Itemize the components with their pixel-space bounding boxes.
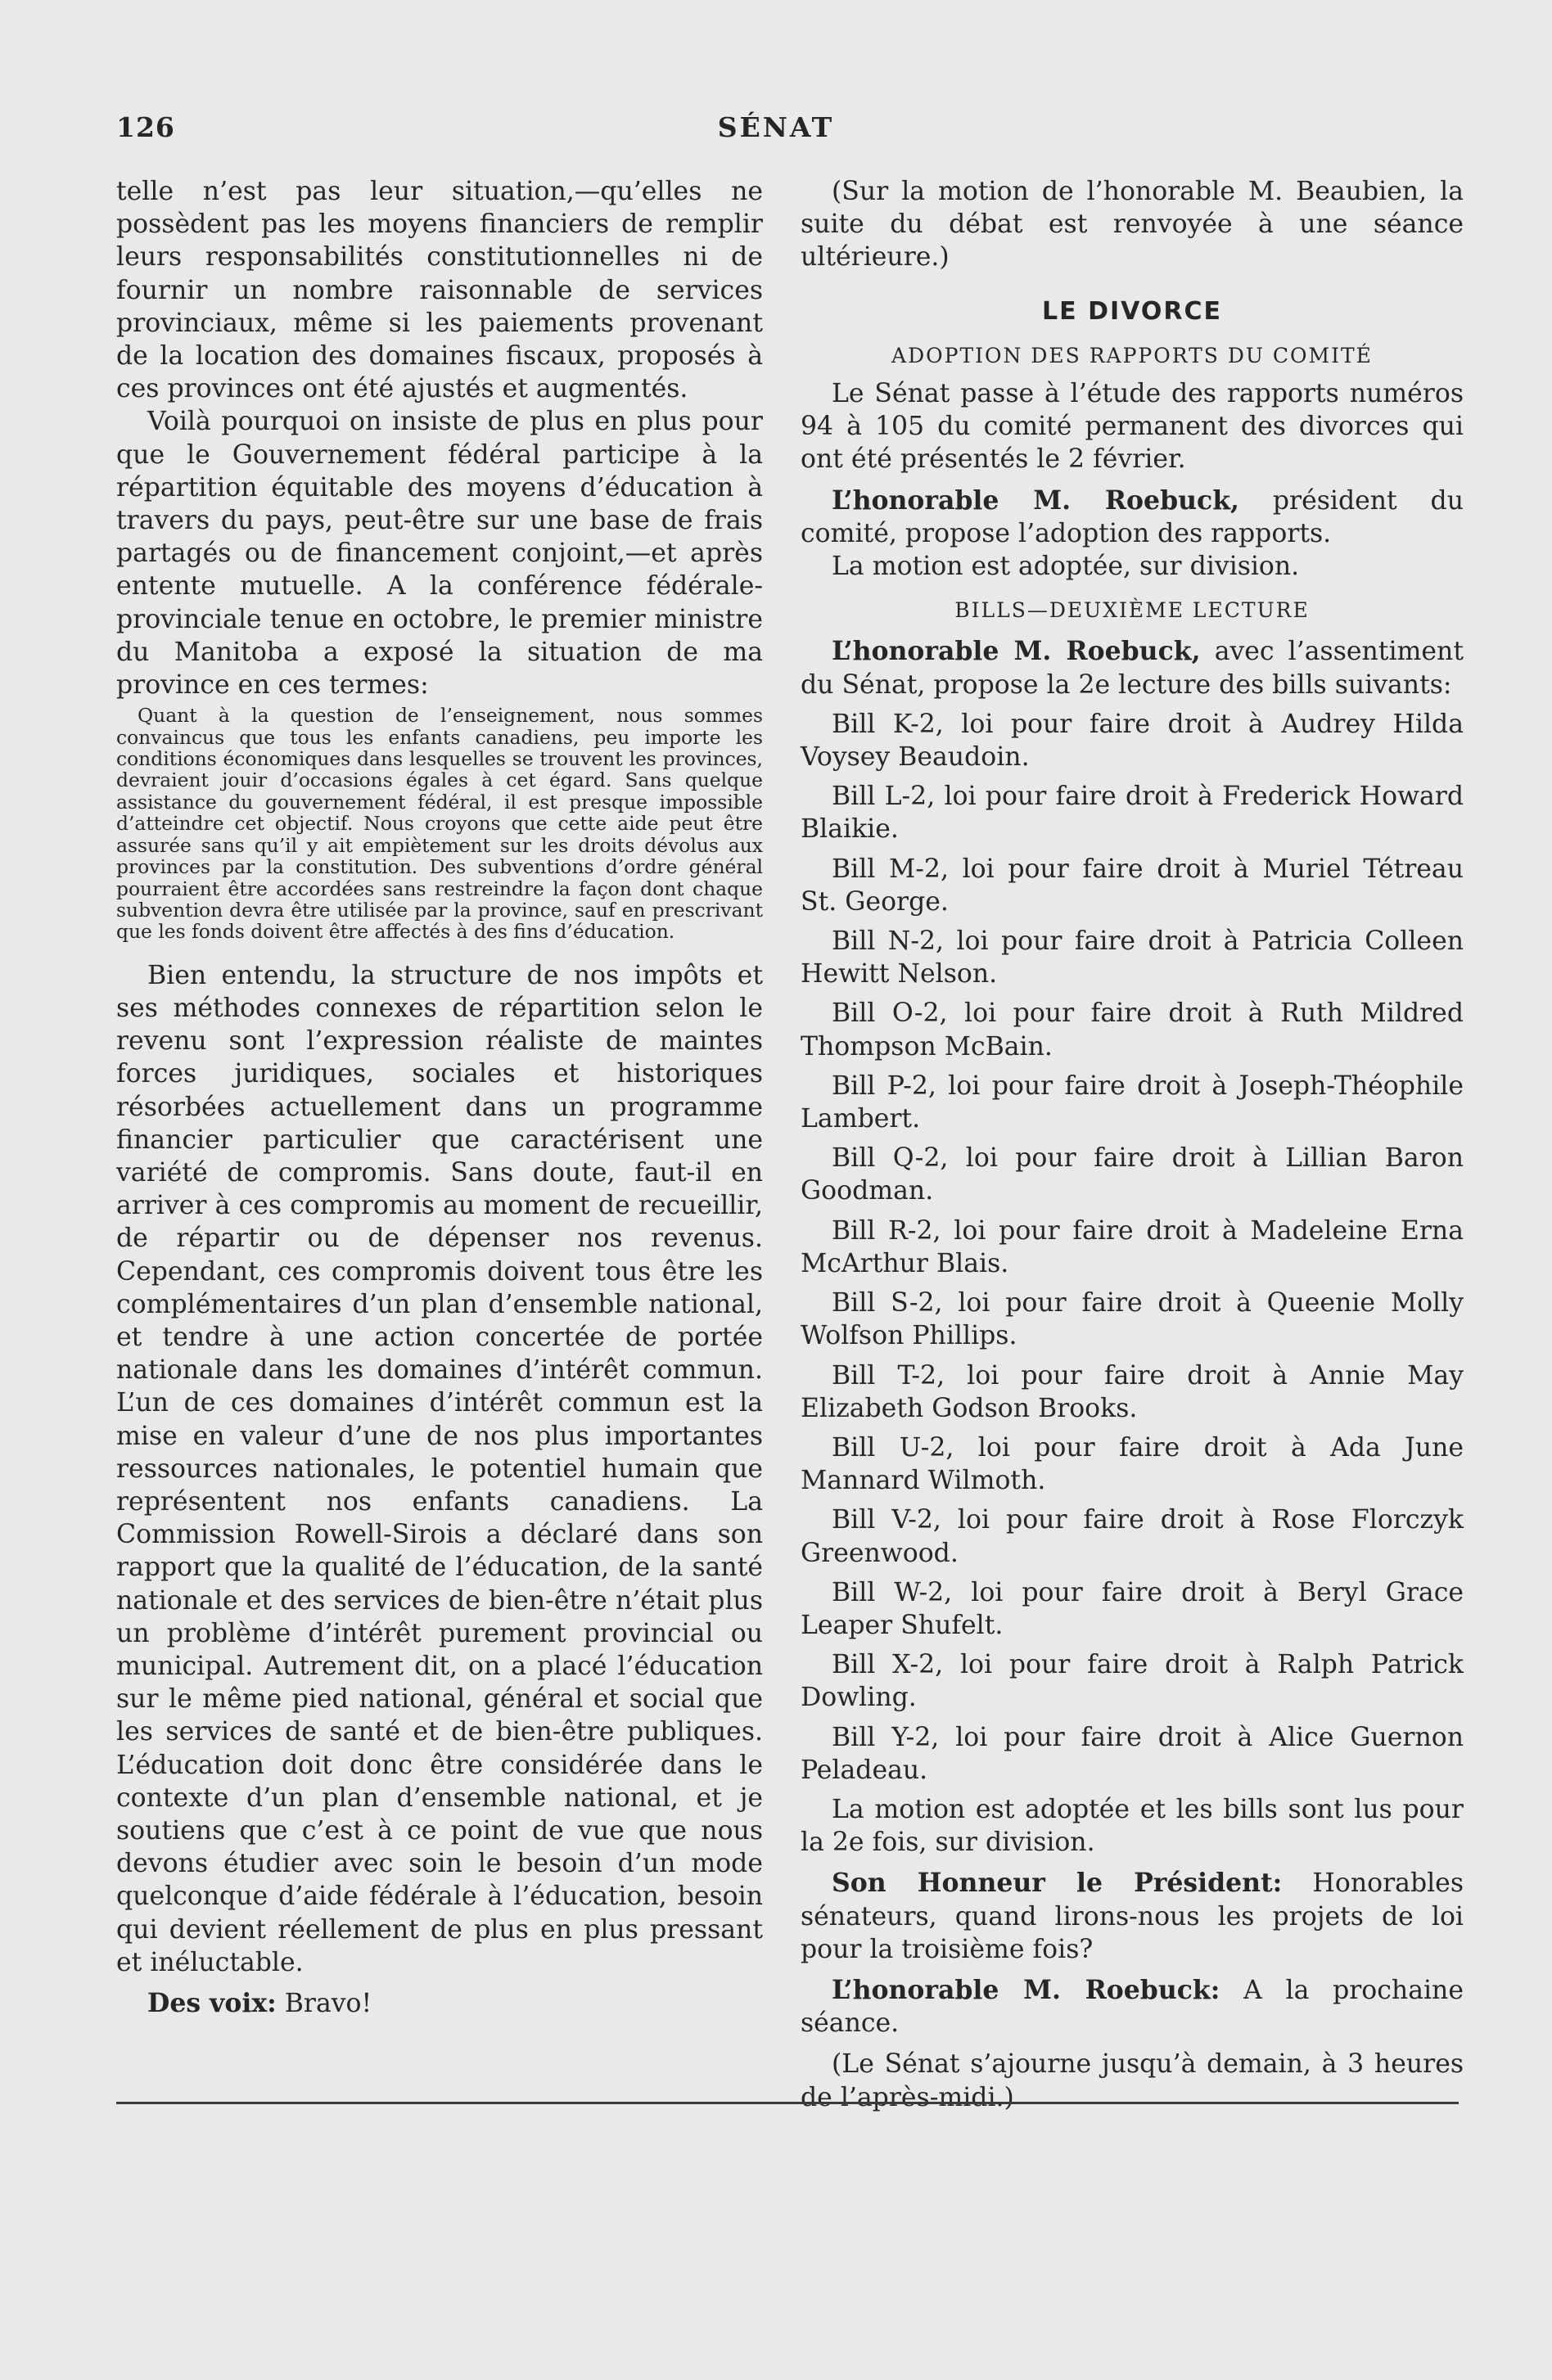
bill-item: Bill Q-2, loi pour faire droit à Lillian Baron Goodman. — [801, 1143, 1464, 1206]
left-column — [116, 175, 763, 2020]
paragraph: Le Sénat passe à l’étude des rapports numéros 94 à 105 du comité permanent des divorces qui ont été présentés le 2 février. — [801, 379, 1464, 475]
speech-text: A la prochaine séance. — [801, 1975, 1464, 2039]
bill-item: Bill U-2, loi pour faire droit à Ada June Mannard Wilmoth. — [801, 1432, 1464, 1496]
bill-item: Bill P-2, loi pour faire droit à Joseph-Théophile Lambert. — [801, 1071, 1464, 1134]
bill-item: Bill X-2, loi pour faire droit à Ralph Patrick Dowling. — [801, 1650, 1464, 1713]
section-subheading: ADOPTION DES RAPPORTS DU COMITÉ — [891, 343, 1373, 367]
speech-text: président du comité, propose l’adoption des rapports. — [801, 485, 1464, 548]
speaker-name: L’honorable M. Roebuck, — [832, 485, 1239, 516]
speaker-paragraph — [801, 1867, 1464, 1966]
bill-item: Bill V-2, loi pour faire droit à Rose Florczyk Greenwood. — [801, 1505, 1464, 1568]
paragraph: (Sur la motion de l’honorable M. Beaubien, la suite du débat est renvoyée à une séance ultérieure.) — [801, 177, 1464, 273]
running-head: SÉNAT — [717, 111, 835, 143]
bill-item: Bill S-2, loi pour faire droit à Queenie Molly Wolfson Phillips. — [801, 1288, 1464, 1351]
speaker-paragraph — [116, 1987, 763, 2020]
bill-item: Bill L-2, loi pour faire droit à Frederick Howard Blaikie. — [801, 782, 1464, 845]
bill-list — [801, 708, 1464, 1787]
paragraph: Voilà pourquoi on insiste de plus en plus pour que le Gouvernement fédéral participe à la répartition équitable des moyens d’éducation à travers du pays, peut-être sur une base de frais partagés ou de financement conjoint,—et après entente mutuelle. A la conférence fédérale-provinciale tenue en octobre, le premier ministre du Manitoba a exposé la situation de ma province en ces termes: — [116, 407, 763, 701]
bottom-rule — [116, 2102, 1459, 2104]
speaker-paragraph — [801, 635, 1464, 701]
speaker-name: Son Honneur le Président: — [832, 1868, 1283, 1899]
bill-item: Bill O-2, loi pour faire droit à Ruth Mildred Thompson McBain. — [801, 998, 1464, 1062]
section-subheading: BILLS—DEUXIÈME LECTURE — [954, 598, 1310, 623]
paragraph: (Le Sénat s’ajourne jusqu’à demain, à 3 heures de l’après-midi.) — [801, 2049, 1464, 2112]
bill-item: Bill R-2, loi pour faire droit à Madeleine Erna McArthur Blais. — [801, 1215, 1464, 1278]
bill-item: Bill M-2, loi pour faire droit à Muriel Tétreau St. George. — [801, 854, 1464, 917]
speaker-name: Des voix: — [147, 1988, 277, 2019]
speaker-paragraph — [801, 485, 1464, 550]
bill-item: Bill W-2, loi pour faire droit à Beryl Grace Leaper Shufelt. — [801, 1577, 1464, 1640]
bill-item: Bill Y-2, loi pour faire droit à Alice Guernon Peladeau. — [801, 1722, 1464, 1785]
speaker-name: L’honorable M. Roebuck, — [832, 636, 1201, 667]
bill-item: Bill T-2, loi pour faire droit à Annie May Elizabeth Godson Brooks. — [801, 1360, 1464, 1423]
paragraph: telle n’est pas leur situation,—qu’elles ne possèdent pas les moyens financiers de remplir leurs responsabilités constitutionnelles ni de fournir un nombre raisonnable de services provinciaux, même si les paiements provenant de la location des domaines fiscaux, proposés à ces provinces ont été ajustés et augmentés. — [116, 177, 763, 404]
bill-item: Bill K-2, loi pour faire droit à Audrey Hilda Voysey Beaudoin. — [801, 709, 1464, 773]
speaker-paragraph — [801, 1974, 1464, 2040]
block-quote: Quant à la question de l’enseignement, nous sommes convaincus que tous les enfants canadiens, peu importe les conditions économiques dans lesquelles se trouvent les provinces, devraient jouir d’occasions égales à cet égard. Sans quelque assistance du gouvernement fédéral, il est presque impossible d’atteindre cet objectif. Nous croyons que cette aide peut être assurée sans qu’il y ait empiètement sur les droits dévolus aux provinces par la constitution. Des subventions d’ordre général pourraient être accordées sans restreindre la façon dont chaque subvention devra être utilisée par la province, sauf en prescrivant que les fonds doivent être affectés à des fins d’éducation. — [116, 704, 763, 944]
speech-text: Honorables sénateurs, quand lirons-nous les projets de loi pour la troisième fois? — [801, 1868, 1464, 1964]
paragraph: La motion est adoptée, sur division. — [832, 552, 1300, 582]
paragraph: La motion est adoptée et les bills sont lus pour la 2e fois, sur division. — [801, 1794, 1464, 1858]
speaker-name: L’honorable M. Roebuck: — [832, 1974, 1220, 2005]
speech-text: avec l’assentiment du Sénat, propose la 2e lecture des bills suivants: — [801, 637, 1464, 700]
paragraph: Bien entendu, la structure de nos impôts et ses méthodes connexes de répartition selon le revenu sont l’expression réaliste de maintes forces juridiques, sociales et historiques résorbées actuellement dans un programme financier particulier que caractérisent une variété de compromis. Sans doute, faut-il en arriver à ces compromis au moment de recueillir, de répartir ou de dépenser nos revenus. Cependant, ces compromis doivent tous être les complémentaires d’un plan d’ensemble national, et tendre à une action concertée de portée nationale dans les domaines d’intérêt commun. L’un de ces domaines d’intérêt commun est la mise en valeur d’une de nos plus importantes ressources nationales, le potentiel humain que représentent nos enfants canadiens. La Commission Rowell-Sirois a déclaré dans son rapport que la qualité de l’éducation, de la santé nationale et des services de bien-être n’était plus un problème d’intérêt purement provincial ou municipal. Autrement dit, on a placé l’éducation sur le même pied national, général et social que les services de santé et de bien-être publiques. L’éducation doit donc être considérée dans le contexte d’un plan d’ensemble national, et je soutiens que c’est à ce point de vue que nous devons étudier avec soin le besoin d’un mode quelconque d’aide fédérale à l’éducation, besoin qui devient réellement de plus en plus pressant et inéluctable. — [116, 960, 763, 1977]
section-heading: LE DIVORCE — [1042, 296, 1222, 326]
right-column — [801, 175, 1464, 2114]
bill-item: Bill N-2, loi pour faire droit à Patricia Colleen Hewitt Nelson. — [801, 926, 1464, 989]
speech-text: Bravo! — [276, 1989, 372, 2019]
page-number: 126 — [116, 111, 175, 143]
